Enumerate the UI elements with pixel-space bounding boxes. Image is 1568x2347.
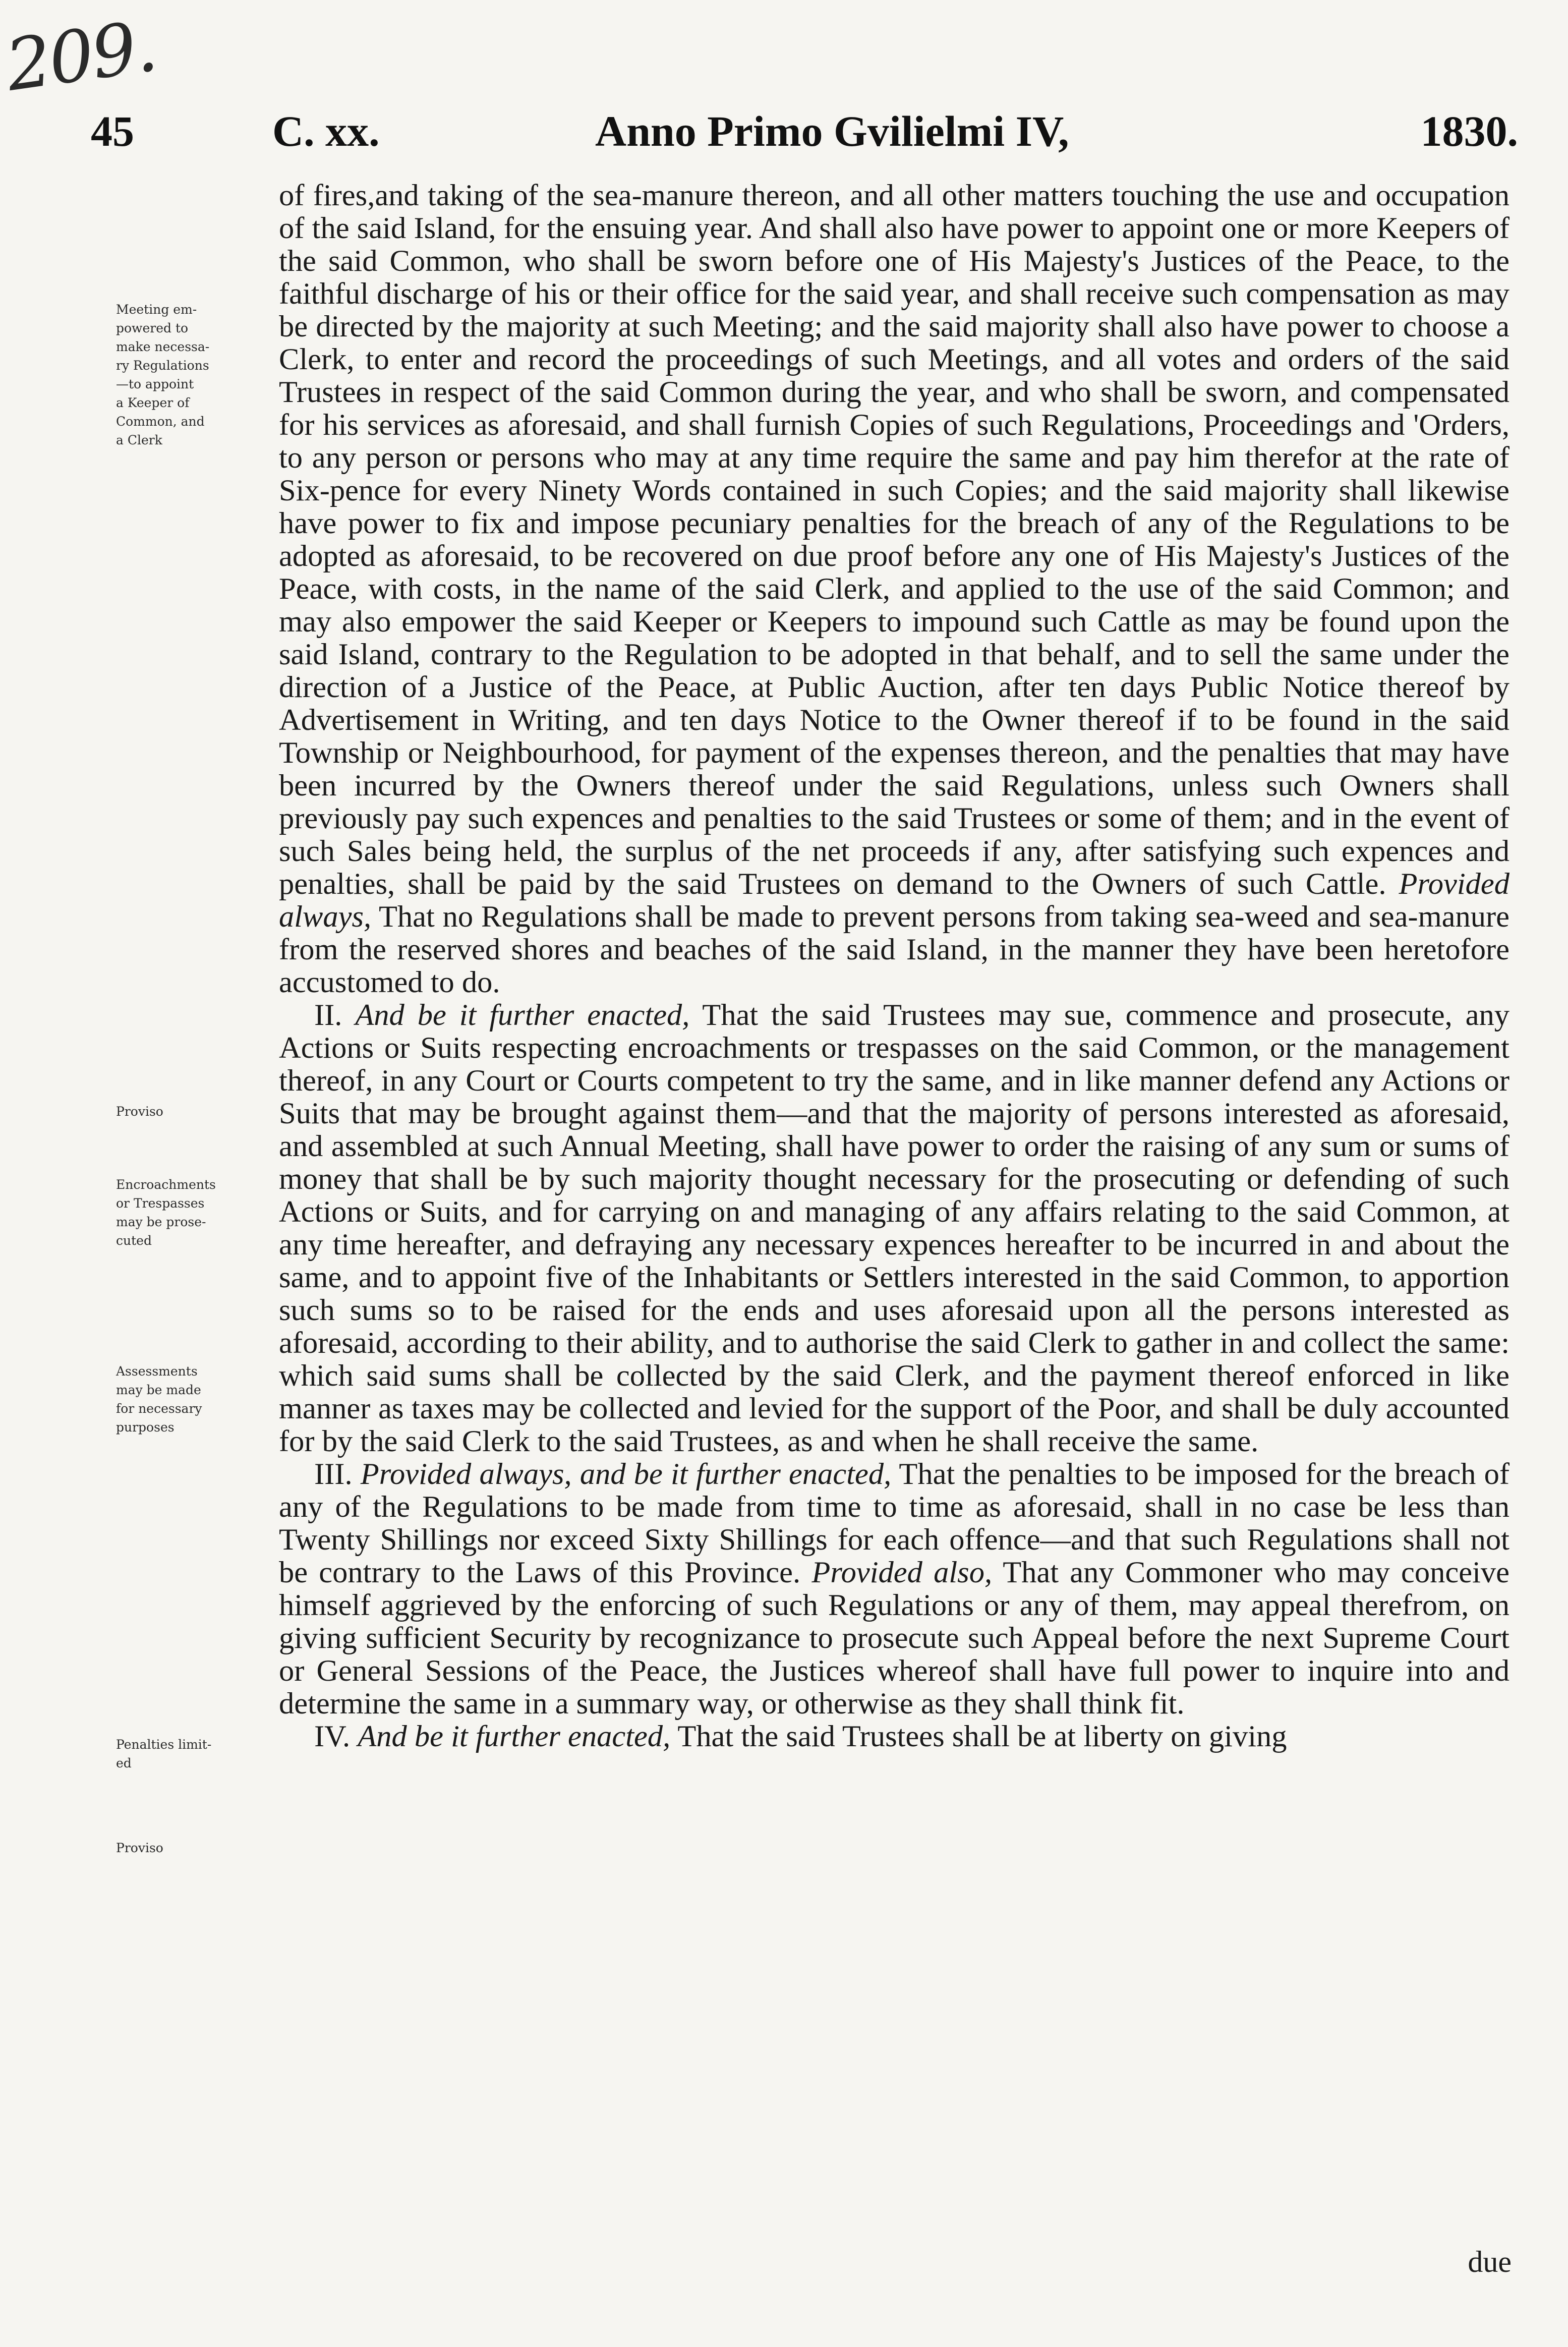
section-2-text: That the said Trustees may sue, commence and prosecute, any Actions or Suits respecting encroachments or trespasses on the said Common, or the management thereof, in any Court or Courts competent to try the same, and in like manner defend any Actions or Suits that may be brought against them—and that the majority of persons interested as aforesaid, and assembled at such Annual Meeting, shall have power to order the raising of any sum or sums of money that shall be by such majority thought necessary for the prosecuting or defending of such Actions or Suits, and for carrying on and managing of any affairs relating to the said Common, at any time hereafter, and defraying any necessary expences hereafter to be incurred in and about the same, and to appoint five of the Inhabitants or Settlers interested in the said Common, to apportion such sums so to be raised for the ends and uses aforesaid upon all the persons interested as aforesaid, according to their ability, and to authorise the said Clerk to gather in and collect the same: which said sums shall be collected by the said Clerk, and the payment thereof enforced in like manner as taxes may be collected and levied for the support of the Poor, and shall be duly accounted for by the said Clerk to the said Trustees, as and when he shall receive the same.	[279, 998, 1509, 1458]
section-2-number: II.	[314, 998, 342, 1032]
margin-note-meeting: Meeting em- powered to make necessa- ry Regulations —to appoint a Keeper of Common, and a Clerk	[116, 302, 210, 447]
section-3-enacting-clause: Provided always, and be it further enacted,	[360, 1457, 892, 1491]
paragraph-1-proviso-text: That no Regulations shall be made to prevent persons from taking sea-weed and sea-manure from the reserved shores and beaches of the said Island, in the manner they have been heretofore accustomed to do.	[279, 900, 1509, 999]
section-3-number: III.	[314, 1457, 353, 1491]
margin-note-proviso-1: Proviso	[116, 1104, 163, 1119]
chapter-number: C. xx.	[272, 107, 380, 155]
margin-note-proviso-2: Proviso	[116, 1841, 163, 1855]
catchword: due	[1468, 2245, 1512, 2278]
section-2	[279, 999, 1509, 1458]
paragraph-1-text: of fires,and taking of the sea-manure thereon, and all other matters touching the use and occupation of the said Island, for the ensuing year. And shall also have power to appoint one or more Keepers of the said Common, who shall be sworn before one of His Majesty's Justices of the Peace, to the faithful discharge of his or their office for the said year, and shall receive such compensation as may be directed by the majority at such Meeting; and the said majority shall also have power to choose a Clerk, to enter and record the proceedings of such Meetings, and all votes and orders of the said Trustees in respect of the said Common during the year, and who shall be sworn, and compensated for his services as aforesaid, and shall furnish Copies of such Regulations, Proceedings and 'Orders, to any person or persons who may at any time require the same and pay him therefor at the rate of Six-pence for every Ninety Words contained in such Copies; and the said majority shall likewise have power to fix and impose pecuniary penalties for the breach of any of the Regulations to be adopted as aforesaid, to be recovered on due proof before any one of His Majesty's Justices of the Peace, with costs, in the name of the said Clerk, and applied to the use of the said Common; and may also empower the said Keeper or Keepers to impound such Cattle as may be found upon the said Island, contrary to the Regulation to be adopted in that behalf, and to sell the same under the direction of a Justice of the Peace, at Public Auction, after ten days Public Notice thereof by Advertisement in Writing, and ten days Notice to the Owner thereof if to be found in the said Township or Neighbourhood, for payment of the expenses thereon, and the penalties that may have been incurred by the Owners thereof under the said Regulations, unless such Owners shall previously pay such expences and penalties to the said Trustees or some of them; and in the event of such Sales being held, the surplus of the net proceeds if any, after satisfying such expences and penalties, shall be paid by the said Trustees on demand to the Owners of such Cattle.	[279, 179, 1509, 901]
handwritten-folio: 209.	[1, 5, 160, 107]
section-4-text: That the said Trustees shall be at liberty on giving	[677, 1720, 1287, 1753]
section-4-enacting-clause: And be it further enacted,	[358, 1720, 671, 1753]
paragraph-1-proviso-lead: Provided always,	[279, 867, 1510, 934]
margin-note-assessments: Assessments may be made for necessary purposes	[116, 1364, 202, 1435]
paragraph-1	[279, 179, 1509, 999]
body-text	[279, 179, 1509, 1753]
margin-note-encroachments: Encroachments or Trespasses may be prose- cuted	[116, 1177, 216, 1248]
running-header	[91, 106, 1518, 177]
section-3-text: That the penalties to be imposed for the breach of any of the Regulations to be made from time to time as aforesaid, shall in no case be less than Twenty Shillings nor exceed Sixty Shillings for each offence—and that such Regulations shall not be contrary to the Laws of this Province.	[279, 1457, 1510, 1589]
section-2-enacting-clause: And be it further enacted,	[355, 998, 690, 1032]
section-3-proviso-lead: Provided also,	[811, 1556, 993, 1589]
section-4-number: IV.	[314, 1720, 351, 1753]
section-3	[279, 1458, 1509, 1720]
header-year: 1830.	[1420, 107, 1518, 155]
page-number: 45	[91, 107, 134, 155]
section-3-proviso-text: That any Commoner who may conceive himself aggrieved by the enforcing of such Regulations or any of them, may appeal therefrom, on giving sufficient Security by recognizance to prosecute such Appeal before the next Supreme Court or General Sessions of the Peace, the Justices whereof shall have full power to inquire into and determine the same in a summary way, or otherwise as they shall think fit.	[279, 1556, 1510, 1721]
header-title: Anno Primo Gvilielmi IV,	[595, 107, 1069, 155]
section-4	[279, 1720, 1509, 1753]
margin-note-penalties: Penalties limit- ed	[116, 1737, 212, 1770]
